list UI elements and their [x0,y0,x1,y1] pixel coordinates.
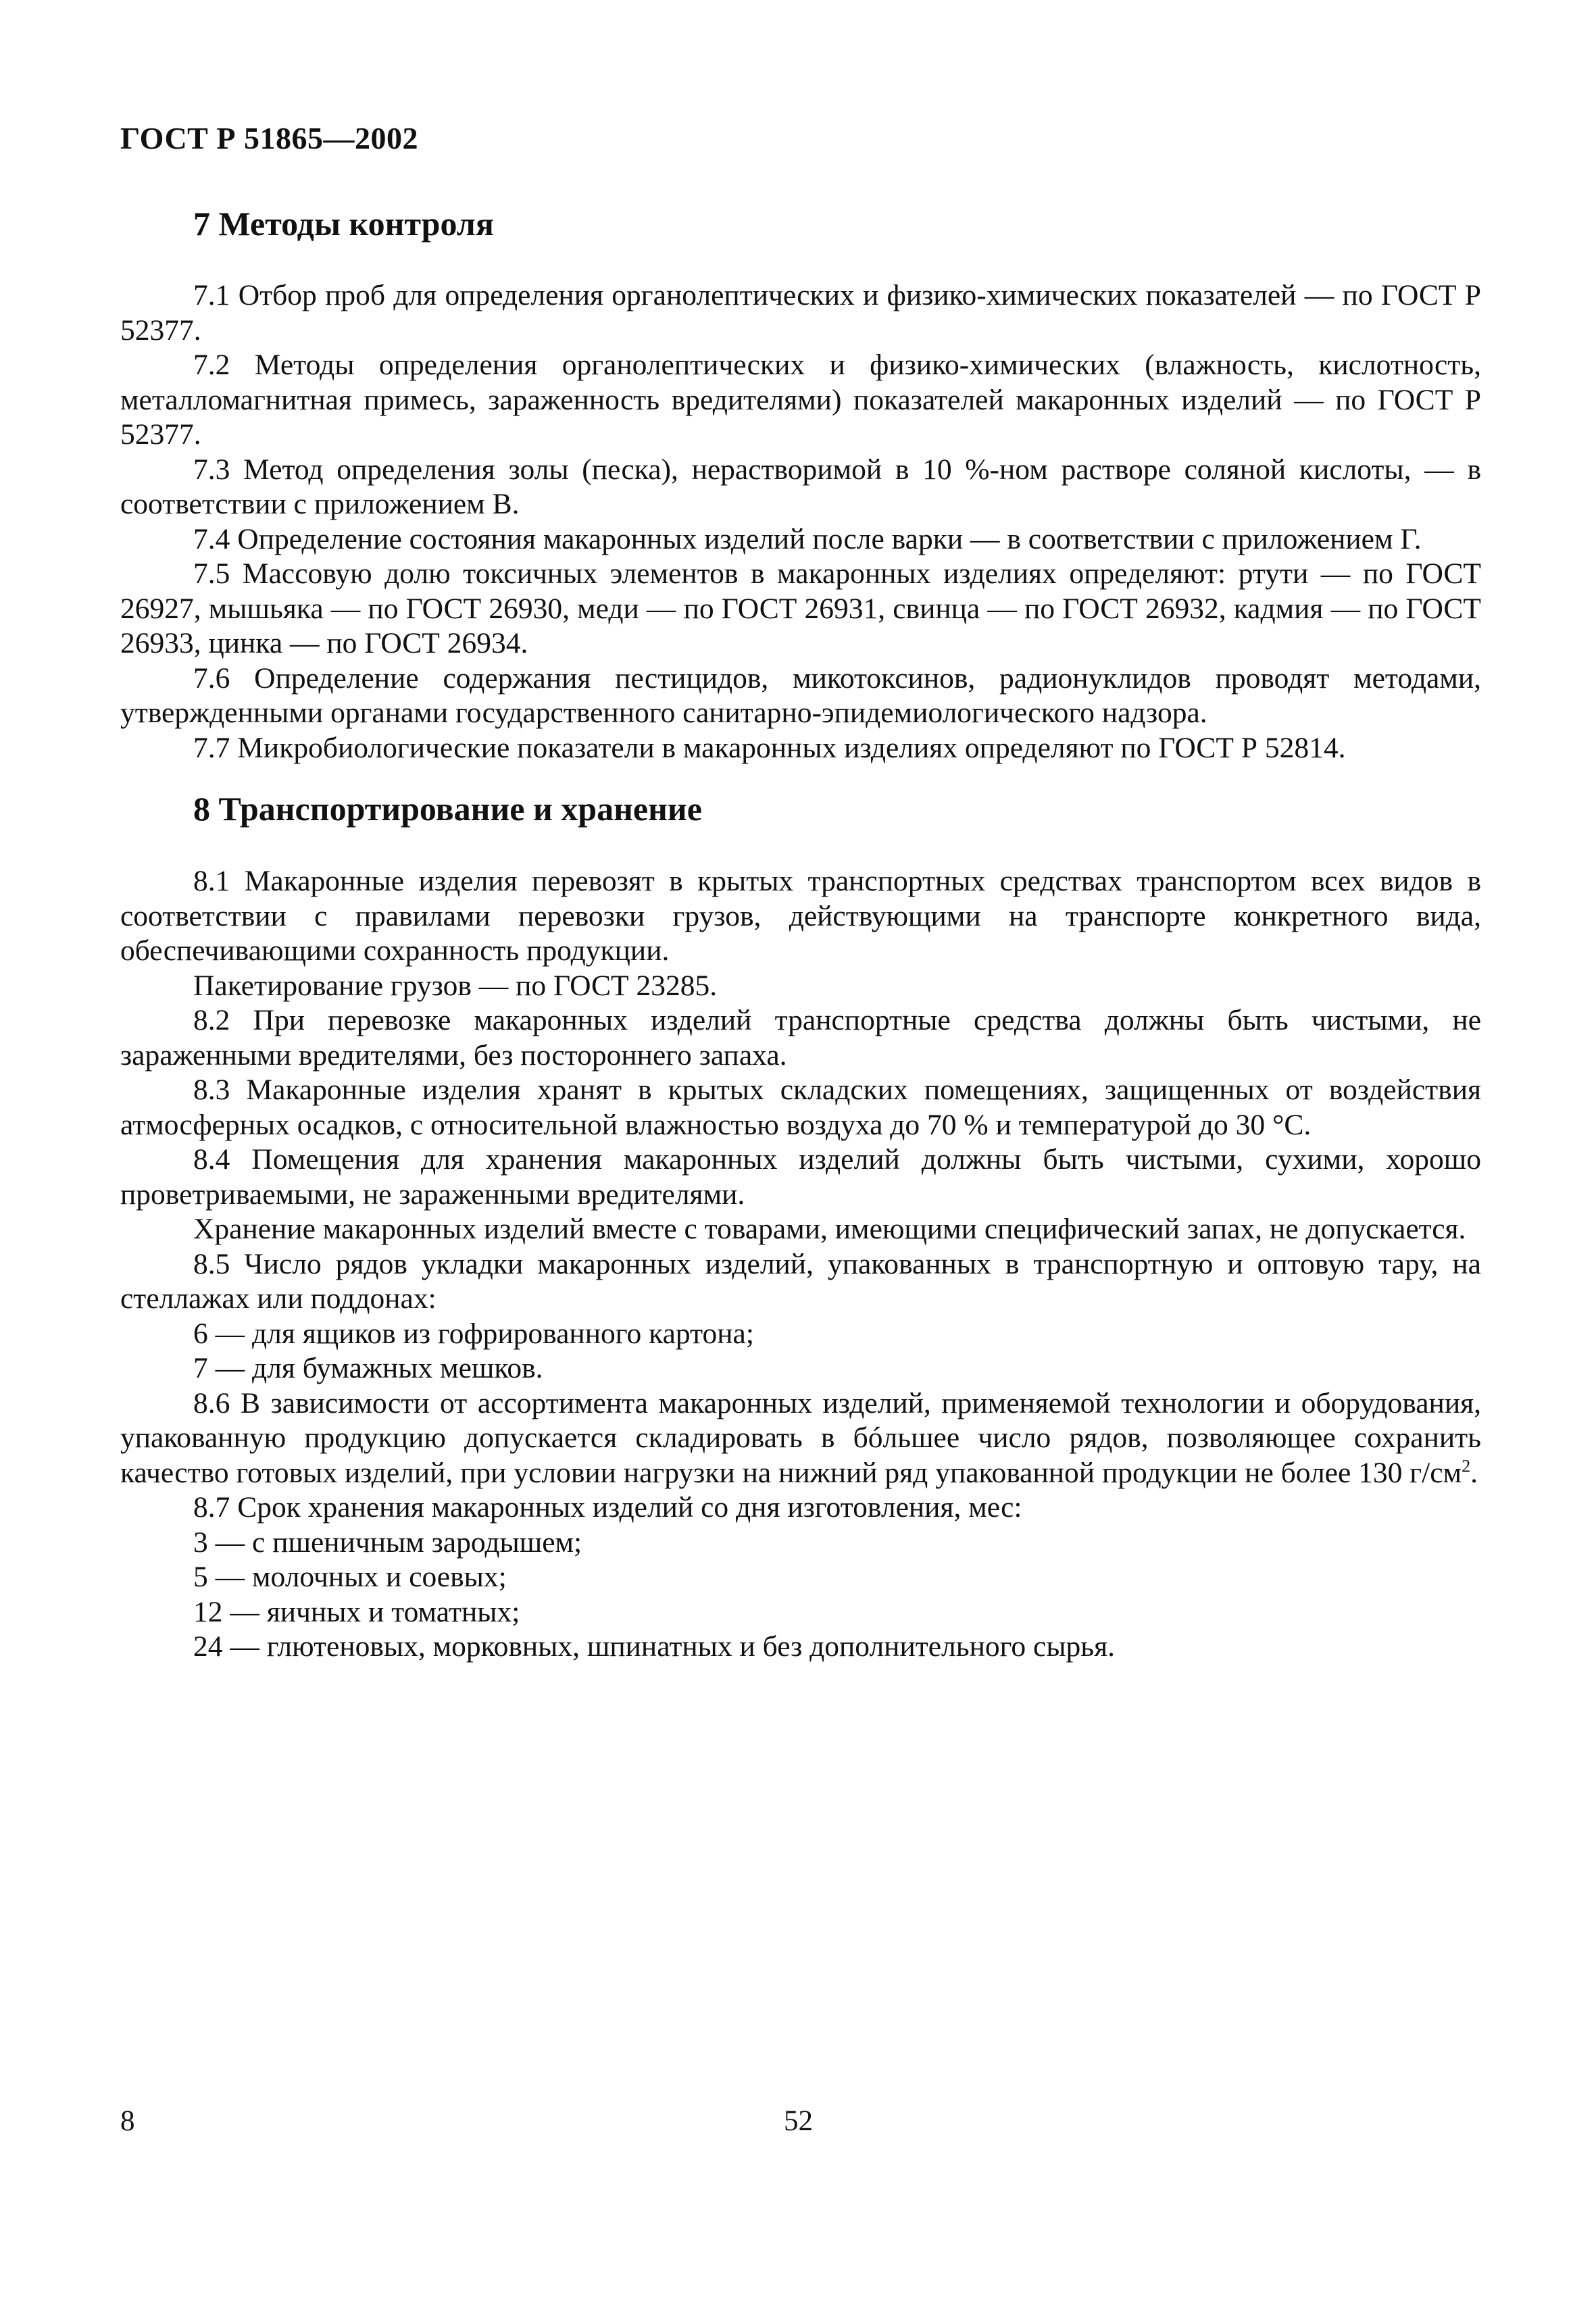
paragraph-7-6: 7.6 Определение содержания пестицидов, микотоксинов, радионуклидов проводят методами, утвержденными органами государственного санитарно-эпидемиологического надзора. [120,661,1481,729]
section-7-title: 7 Методы контроля [193,205,494,243]
list-item-shelf-3: 3 — с пшеничным зародышем; [193,1526,582,1559]
paragraph-packaging: Пакетирование грузов — по ГОСТ 23285. [193,969,718,1002]
paragraph-7-7: 7.7 Микробиологические показатели в макаронных изделиях определяют по ГОСТ Р 52814. [193,731,1346,764]
list-item-shelf-5: 5 — молочных и соевых; [193,1561,507,1593]
list-item-shelf-24: 24 — глютеновых, морковных, шпинатных и без дополнительного сырья. [193,1630,1116,1663]
list-item-rows-6: 6 — для ящиков из гофрированного картона; [193,1317,754,1350]
paragraph-8-6 [120,1386,1481,1491]
paragraph-7-5: 7.5 Массовую долю токсичных элементов в макаронных изделиях определяют: ртути — по ГОСТ 26927, мышьяка — по ГОСТ 26930, меди — по ГОСТ 26931, свинца — по ГОСТ 26932, кадмия — по ГОСТ 26933, цинка — по ГОСТ 26934. [120,557,1481,659]
list-item-rows-7: 7 — для бумажных мешков. [193,1352,543,1384]
section-7-body [120,278,1481,765]
paragraph-storage-odor: Хранение макаронных изделий вместе с товарами, имеющими специфический запах, не допускается. [193,1213,1466,1245]
paragraph-7-2: 7.2 Методы определения органолептических и физико-химических (влажность, кислотность, металломагнитная примесь, зараженность вредителями) показателей макаронных изделий — по ГОСТ Р 52377. [120,349,1481,451]
paragraph-8-4: 8.4 Помещения для хранения макаронных изделий должны быть чистыми, сухими, хорошо проветриваемыми, не зараженными вредителями. [120,1143,1481,1211]
paragraph-7-4: 7.4 Определение состояния макаронных изделий после варки — в соответствии с приложением Г. [193,522,1422,555]
section-8-title: 8 Транспортирование и хранение [193,790,702,828]
page-number: 8 [120,2105,135,2137]
standard-id-header: ГОСТ Р 51865—2002 [120,121,418,155]
paragraph-8-2: 8.2 При перевозке макаронных изделий транспортные средства должны быть чистыми, не зараженными вредителями, без постороннего запаха. [120,1004,1481,1072]
section-8-body [120,864,1481,1665]
sheet-number: 52 [784,2105,813,2137]
paragraph-7-1: 7.1 Отбор проб для определения органолептических и физико-химических показателей — по ГОСТ Р 52377. [120,279,1481,347]
list-item-shelf-12: 12 — яичных и томатных; [193,1595,520,1628]
paragraph-8-6-text: 8.6 В зависимости от ассортимента макаронных изделий, применяемой технологии и оборудования, упакованную продукцию допускается складировать в бóльшее число рядов, позволяющее сохранить качество готовых изделий, при условии нагрузки на нижний ряд упакованной продукции не более 130 г/см [120,1386,1481,1489]
paragraph-8-3: 8.3 Макаронные изделия хранят в крытых складских помещениях, защищенных от воздействия атмосферных осадков, с относительной влажностью воздуха до 70 % и температурой до 30 °С. [120,1074,1481,1141]
paragraph-8-5: 8.5 Число рядов укладки макаронных изделий, упакованных в транспортную и оптовую тару, на стеллажах или поддонах: [120,1247,1481,1315]
paragraph-8-7: 8.7 Срок хранения макаронных изделий со дня изготовления, мес: [193,1491,1022,1524]
paragraph-8-1: 8.1 Макаронные изделия перевозят в крытых транспортных средствах транспортом всех видов в соответствии с правилами перевозки грузов, действующими на транспорте конкретного вида, обеспечивающими сохранность продукции. [120,865,1481,967]
superscript-2: 2 [1462,1456,1471,1476]
paragraph-8-6-end: . [1470,1456,1478,1489]
paragraph-7-3: 7.3 Метод определения золы (песка), нерастворимой в 10 %-ном растворе соляной кислоты, — в соответствии с приложением В. [120,453,1481,520]
